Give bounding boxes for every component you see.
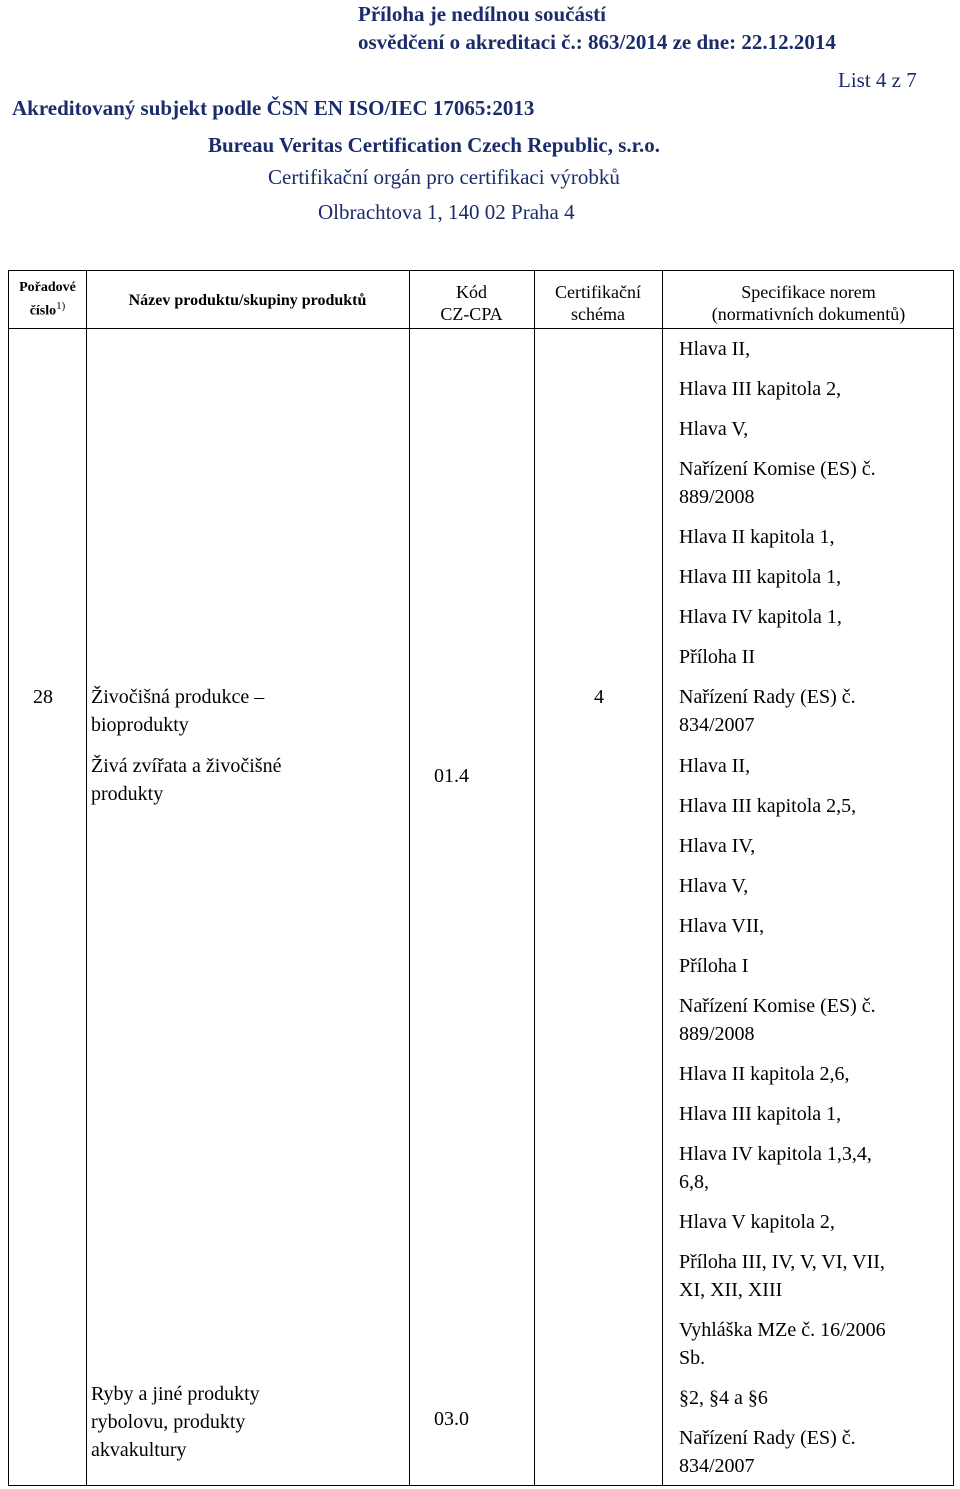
spec-line: Hlava II kapitola 1, — [679, 526, 835, 548]
spec-line: Hlava V, — [679, 875, 749, 897]
spec-line: Vyhláška MZe č. 16/2006 — [679, 1319, 886, 1341]
header-line-6: Olbrachtova 1, 140 02 Praha 4 — [318, 200, 575, 224]
product-subgroup-live-animals: Živá zvířata a živočišné — [91, 755, 282, 777]
product-subgroup-fish-cont: akvakultury — [91, 1439, 187, 1461]
cz-cpa-code-live-animals: 01.4 — [434, 765, 469, 787]
spec-line: Hlava II kapitola 2,6, — [679, 1063, 850, 1085]
col-header-number-line2: číslo — [29, 303, 57, 319]
spec-line: Hlava IV kapitola 1,3,4, — [679, 1143, 872, 1165]
col-header-scheme-line2: schéma — [571, 304, 625, 324]
spec-line: Nařízení Rady (ES) č. — [679, 1427, 856, 1449]
col-header-number — [9, 279, 86, 321]
col-header-number-line1: Pořadové — [19, 280, 76, 295]
spec-line: XI, XII, XIII — [679, 1279, 783, 1301]
spec-line: Hlava III kapitola 1, — [679, 566, 842, 588]
spec-line: Nařízení Komise (ES) č. — [679, 995, 876, 1017]
col-header-spec — [662, 281, 955, 325]
spec-line: Hlava IV, — [679, 835, 756, 857]
spec-line: Hlava V, — [679, 418, 749, 440]
spec-line: Sb. — [679, 1347, 706, 1369]
product-subgroup-fish: Ryby a jiné produkty — [91, 1383, 260, 1405]
cz-cpa-code-fish: 03.0 — [434, 1408, 469, 1430]
header-row-divider — [9, 328, 953, 329]
col-divider — [662, 271, 663, 1485]
col-divider — [534, 271, 535, 1485]
product-group-name: Živočišná produkce – — [91, 686, 265, 708]
page-counter: List 4 z 7 — [838, 68, 917, 92]
spec-line: Příloha III, IV, V, VI, VII, — [679, 1251, 885, 1273]
col-header-code — [409, 281, 534, 325]
col-header-scheme — [534, 281, 662, 325]
spec-line: Nařízení Komise (ES) č. — [679, 458, 876, 480]
col-header-spec-line1: Specifikace norem — [741, 282, 876, 302]
spec-line: Příloha I — [679, 955, 749, 977]
accreditation-table — [8, 270, 954, 1486]
row-number: 28 — [33, 686, 53, 708]
col-header-name-label: Název produktu/skupiny produktů — [128, 292, 367, 309]
spec-line: 834/2007 — [679, 714, 755, 736]
footnote-ref: 1) — [56, 300, 66, 312]
product-group-name-cont: bioprodukty — [91, 714, 189, 736]
spec-line: Hlava III kapitola 2, — [679, 378, 842, 400]
header-line-5: Certifikační orgán pro certifikaci výrobků — [268, 165, 620, 189]
spec-line: Nařízení Rady (ES) č. — [679, 686, 856, 708]
spec-line: Příloha II — [679, 646, 756, 668]
spec-line: Hlava II, — [679, 755, 751, 777]
spec-line: 834/2007 — [679, 1455, 755, 1477]
spec-line: Hlava IV kapitola 1, — [679, 606, 842, 628]
spec-line: Hlava V kapitola 2, — [679, 1211, 835, 1233]
spec-line: 889/2008 — [679, 1023, 755, 1045]
header-line-2: osvědčení o akreditaci č.: 863/2014 ze dne: 22.12.2014 — [358, 30, 836, 54]
col-header-code-line1: Kód — [456, 282, 487, 302]
header-line-1: Příloha je nedílnou součástí — [358, 2, 606, 26]
col-header-scheme-line1: Certifikační — [555, 282, 641, 302]
col-divider — [86, 271, 87, 1485]
product-subgroup-live-animals-cont: produkty — [91, 783, 164, 805]
spec-line: Hlava III kapitola 1, — [679, 1103, 842, 1125]
col-header-spec-line2: (normativních dokumentů) — [711, 304, 906, 324]
header-line-3: Akreditovaný subjekt podle ČSN EN ISO/IEC 17065:2013 — [12, 96, 535, 120]
spec-line: Hlava VII, — [679, 915, 765, 937]
header-line-4: Bureau Veritas Certification Czech Republic, s.r.o. — [208, 133, 661, 157]
spec-line: Hlava III kapitola 2,5, — [679, 795, 857, 817]
spec-line: §2, §4 a §6 — [679, 1387, 768, 1409]
spec-line: Hlava II, — [679, 338, 751, 360]
col-header-name — [86, 291, 409, 311]
spec-line: 6,8, — [679, 1171, 709, 1193]
spec-line: 889/2008 — [679, 486, 755, 508]
col-header-code-line2: CZ-CPA — [440, 304, 503, 324]
product-subgroup-fish-cont: rybolovu, produkty — [91, 1411, 246, 1433]
col-divider — [409, 271, 410, 1485]
certification-scheme: 4 — [594, 686, 604, 708]
